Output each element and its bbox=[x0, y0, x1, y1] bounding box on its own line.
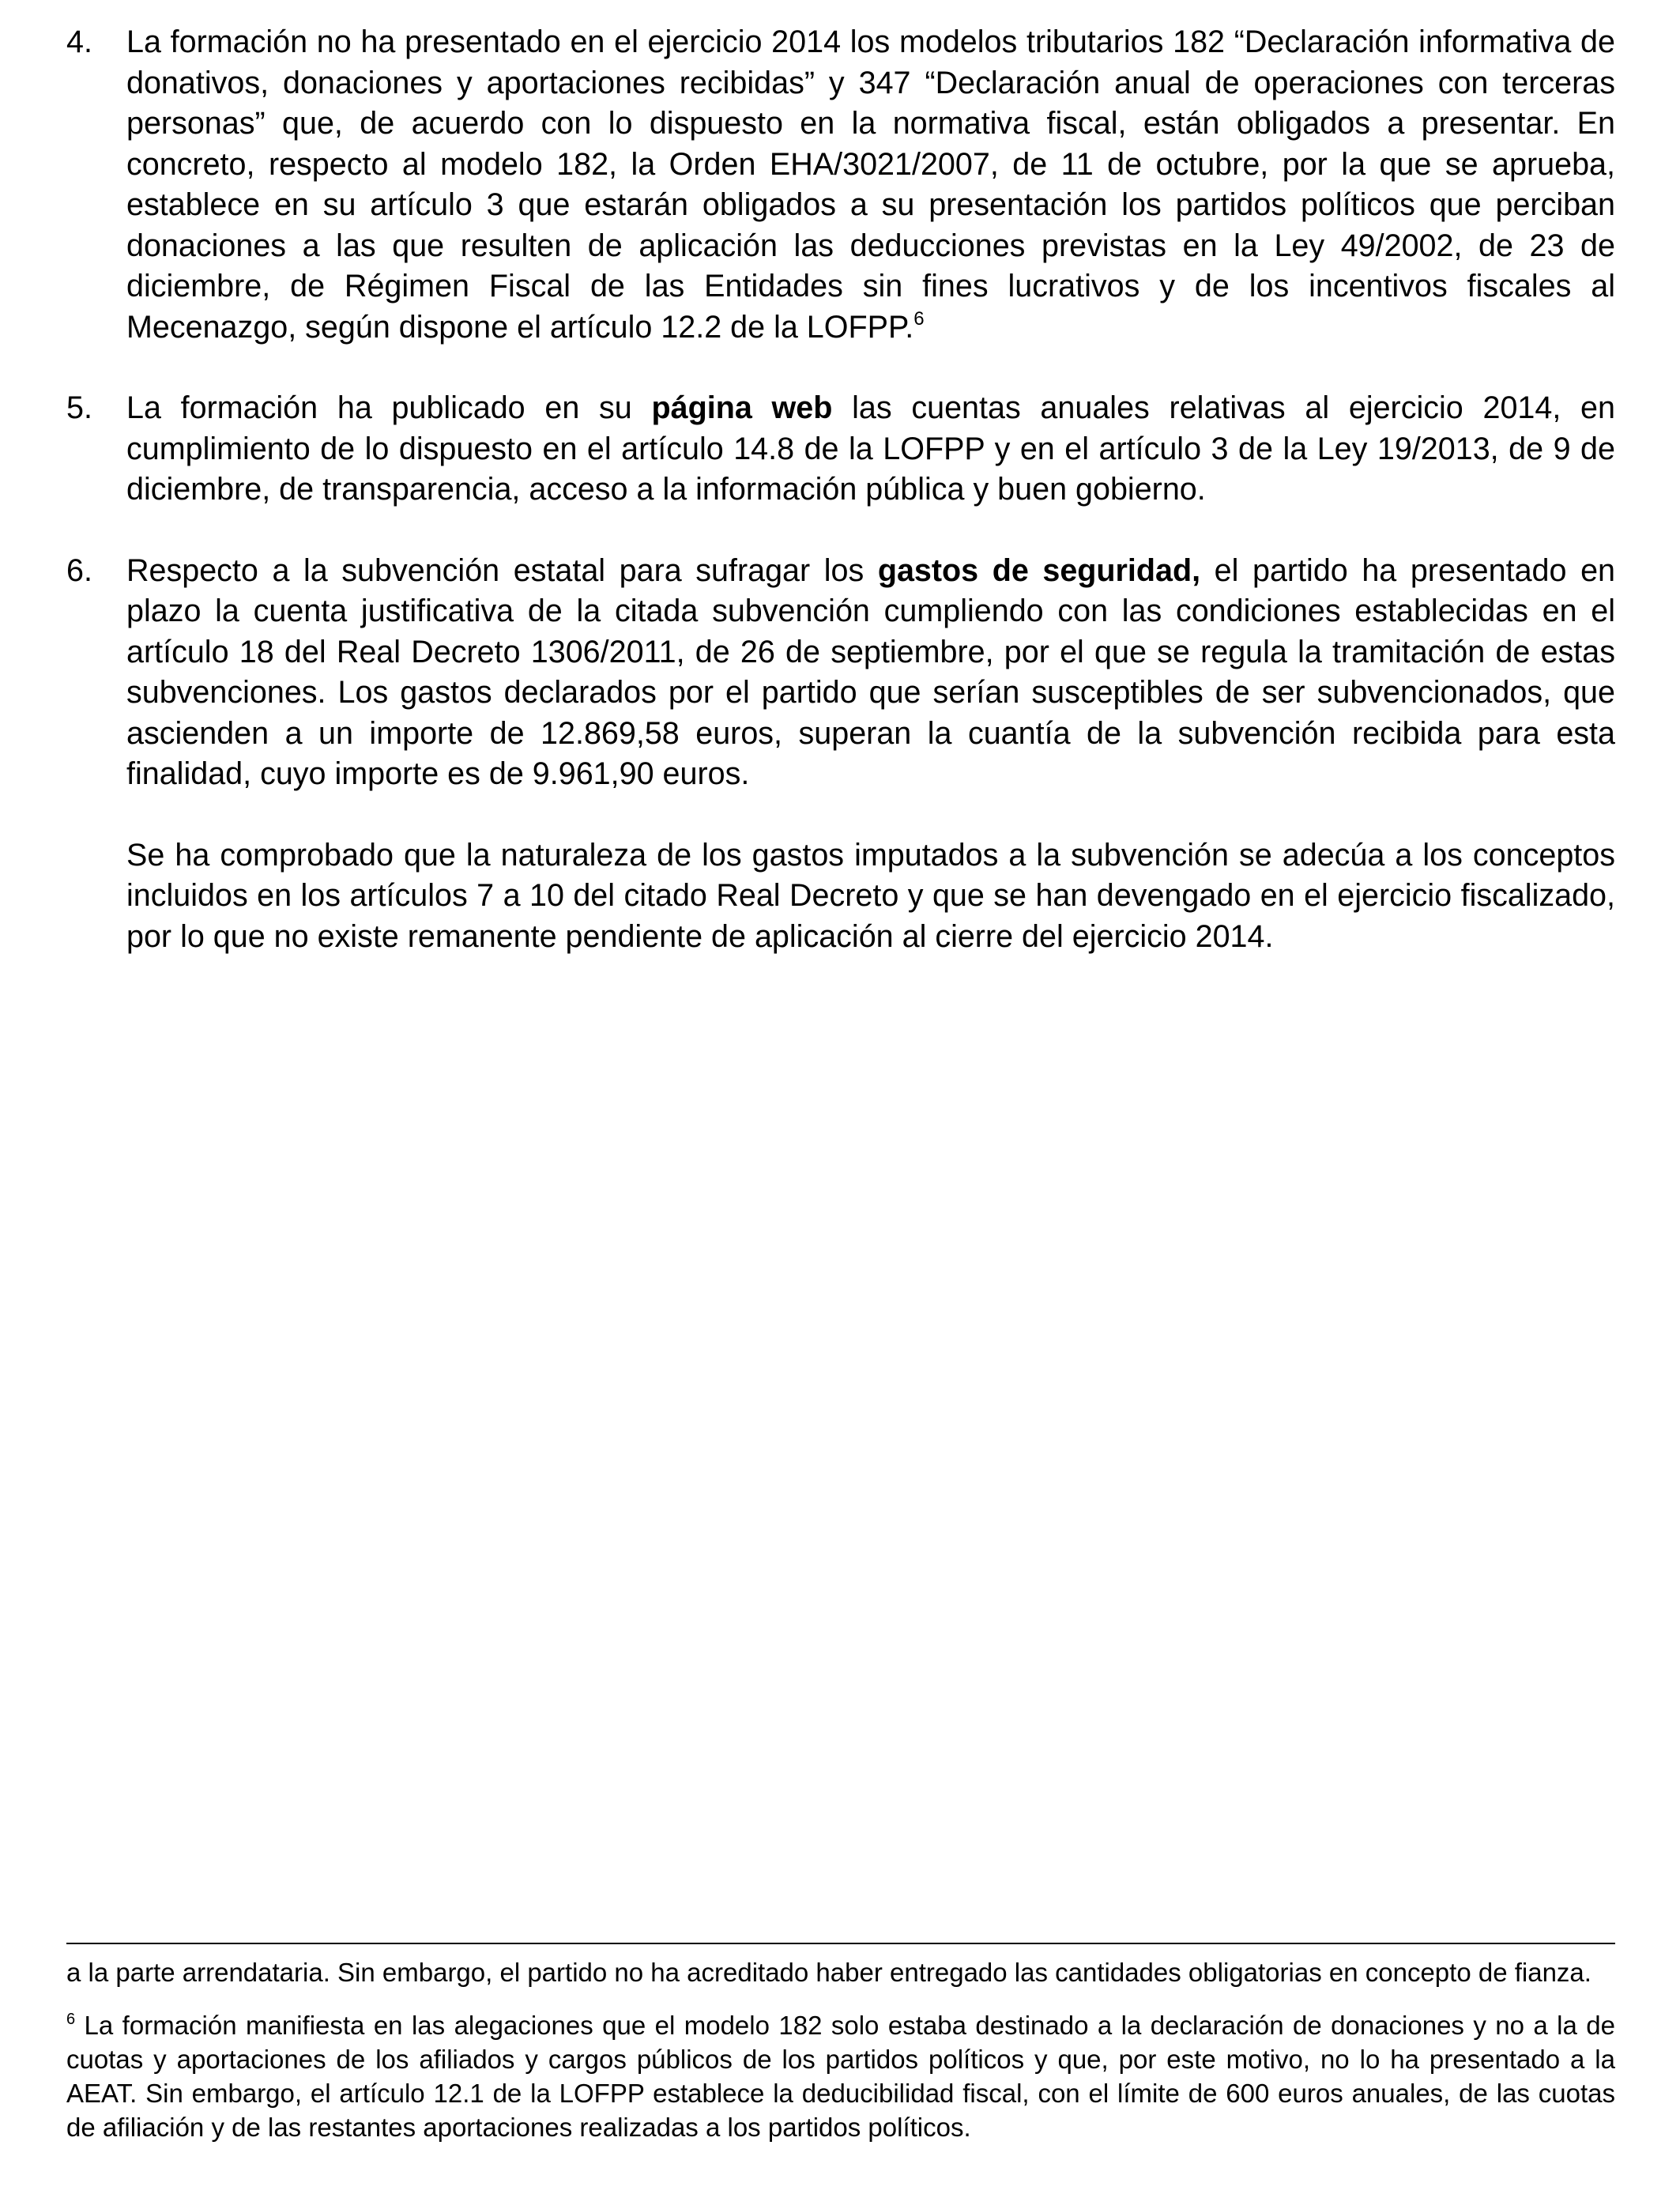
item-number: 4. bbox=[66, 25, 92, 59]
item-text: La formación no ha presentado en el ejercicio 2014 los modelos tributarios 182 “Declaración informativa de donativos, donaciones y aportaciones recibidas” y 347 “Declaración anual de operaciones con terceras personas” que, de acuerdo con lo dispuesto en la normativa fiscal, están obligados a presentar. En concreto, respecto al modelo 182, la Orden EHA/3021/2007, de 11 de octubre, por la que se aprueba, establece en su artículo 3 que estarán obligados a su presentación los partidos políticos que perciban donaciones a las que resulten de aplicación las deducciones previstas en la Ley 49/2002, de 23 de diciembre, de Régimen Fiscal de las Entidades sin fines lucrativos y de los incentivos fiscales al Mecenazgo, según dispone el artículo 12.2 de la LOFPP. bbox=[126, 25, 1615, 345]
footnote-6 bbox=[66, 2008, 1615, 2144]
item-emphasis: gastos de seguridad, bbox=[877, 552, 1201, 588]
list-item-6 bbox=[66, 551, 1615, 958]
item-text-after: el partido ha presentado en plazo la cuenta justificativa de la citada subvención cumpliendo con las condiciones establecidas en el artículo 18 del Real Decreto 1306/2011, de 26 de septiembre, por el que se regula la tramitación de estas subvenciones. Los gastos declarados por el partido que serían susceptibles de ser subvencionados, que ascienden a un importe de 12.869,58 euros, superan la cuantía de la subvención recibida para esta finalidad, cuyo importe es de 9.961,90 euros. bbox=[126, 552, 1616, 791]
item-number: 6. bbox=[66, 552, 92, 588]
item-paragraph bbox=[126, 551, 1615, 795]
footnotes-section bbox=[66, 1943, 1615, 2144]
footnote-continuation: a la parte arrendataria. Sin embargo, el partido no ha acreditado haber entregado las cantidades obligatorias en concepto de fianza. bbox=[66, 1958, 1591, 1987]
item-number: 5. bbox=[66, 390, 92, 425]
item-text-before: Respecto a la subvención estatal para sufragar los bbox=[126, 552, 878, 588]
list-item-5 bbox=[66, 388, 1615, 511]
footnote-marker: 6 bbox=[66, 2011, 76, 2028]
document-body bbox=[66, 22, 1615, 957]
item-emphasis: página web bbox=[651, 390, 833, 425]
list-item-4 bbox=[66, 22, 1615, 348]
item-text-after: las cuentas anuales relativas al ejercicio 2014, en cumplimiento de lo dispuesto en el artículo 14.8 de la LOFPP y en el artículo 3 de la Ley 19/2013, de 9 de diciembre, de transparencia, acceso a la información pública y buen gobierno. bbox=[126, 390, 1615, 507]
footnote-reference: 6 bbox=[913, 307, 925, 330]
footnote-text: La formación manifiesta en las alegaciones que el modelo 182 solo estaba destinado a la declaración de donaciones y no a la de cuotas y aportaciones de los afiliados y cargos públicos de los partidos políticos y que, por este motivo, no lo ha presentado a la AEAT. Sin embargo, el artículo 12.1 de la LOFPP establece la deducibilidad fiscal, con el límite de 600 euros anuales, de las cuotas de afiliación y de las restantes aportaciones realizadas a los partidos políticos. bbox=[66, 2011, 1615, 2142]
item-text-before: La formación ha publicado en su bbox=[126, 390, 652, 425]
item-paragraph bbox=[126, 388, 1615, 511]
item-paragraph-2: Se ha comprobado que la naturaleza de los gastos imputados a la subvención se adecúa a los conceptos incluidos en los artículos 7 a 10 del citado Real Decreto y que se han devengado en el ejercicio fiscalizado, por lo que no existe remanente pendiente de aplicación al cierre del ejercicio 2014. bbox=[126, 837, 1615, 954]
item-paragraph bbox=[126, 22, 1615, 348]
